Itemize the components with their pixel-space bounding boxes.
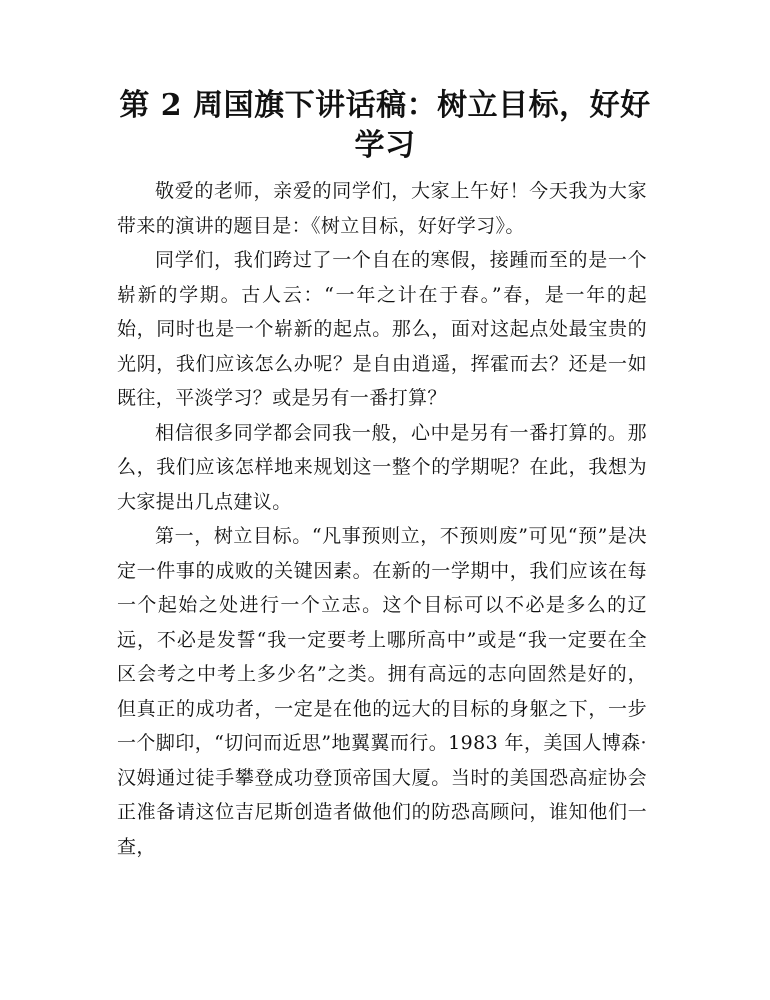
document-body bbox=[117, 174, 647, 864]
paragraph-plan: 相信很多同学都会同我一般，心中是另有一番打算的。那么，我们应该怎样地来规划这一整个的学期呢？在此，我想为大家提出几点建议。 bbox=[117, 421, 647, 513]
document-title: 第 2 周国旗下讲话稿：树立目标，好好学习 bbox=[119, 88, 651, 163]
paragraph-greeting: 敬爱的老师，亲爱的同学们，大家上午好！今天我为大家带来的演讲的题目是：《树立目标，好好学习》。 bbox=[117, 180, 647, 237]
paragraph-first-point: 第一，树立目标。“凡事预则立，不预则废”可见“预”是决定一件事的成败的关键因素。在新的一学期中，我们应该在每一个起始之处进行一个立志。这个目标可以不必是多么的辽远，不必是发誓“我一定要考上哪所高中”或是“我一定要在全区会考之中考上多少名”之类。拥有高远的志向固然是好的，但真正的成功者，一定是在他的远大的目标的身躯之下，一步一个脚印，“切问而近思”地翼翼而行。1983 年，美国人博森·汉姆通过徒手攀登成功登顶帝国大厦。当时的美国恐高症协会正准备请这位吉尼斯创造者做他们的防恐高顾问，谁知他们一查， bbox=[117, 525, 647, 858]
paragraph-new-semester: 同学们，我们跨过了一个自在的寒假，接踵而至的是一个崭新的学期。古人云：“一年之计在于春。”春，是一年的起始，同时也是一个崭新的起点。那么，面对这起点处最宝贵的光阴，我们应该怎么办呢？是自由逍遥，挥霍而去？还是一如既往，平淡学习？或是另有一番打算？ bbox=[117, 249, 647, 409]
